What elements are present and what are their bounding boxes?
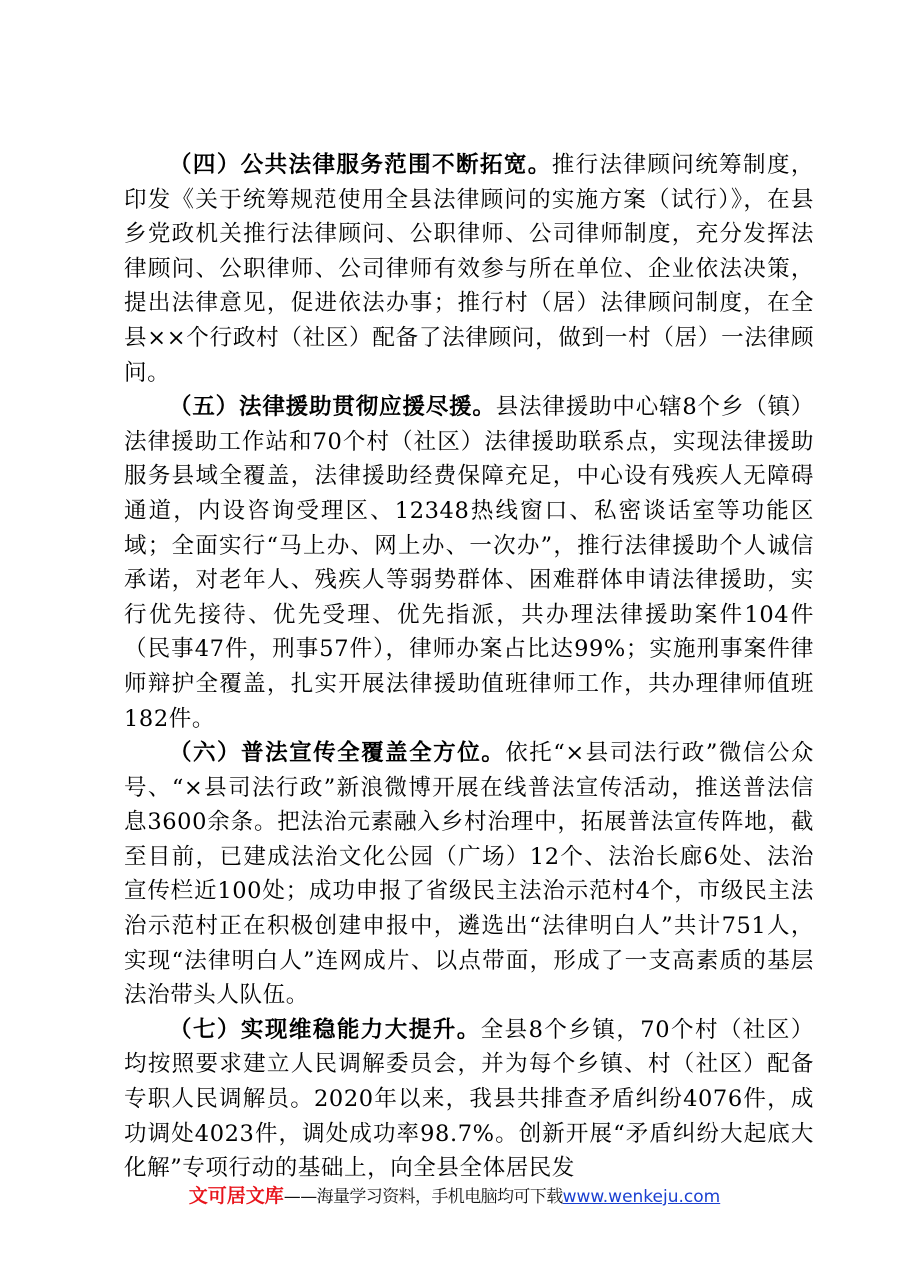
paragraph-text: 推行法律顾问统筹制度，印发《关于统筹规范使用全县法律顾问的实施方案（试行）》，在县乡党政机关推行法律顾问、公职律师、公司律师制度，充分发挥法律顾问、公职律师、公司律师有效参与所在单位、企业依法决策，提出法律意见，促进依法办事；推行村（居）法律顾问制度，在全县××个行政村（社区）配备了法律顾问，做到一村（居）一法律顾问。 [124,152,814,386]
paragraph-text: 全县8个乡镇，70个村（社区）均按照要求建立人民调解委员会，并为每个乡镇、村（社区）配备专职人民调解员。2020年以来，我县共排查矛盾纠纷4076件，成功调处4023件，调处成功率98.7%。创新开展“矛盾纠纷大起底大化解”专项行动的基础上，向全县全体居民发 [124,1016,814,1182]
paragraph-text: 县法律援助中心辖8个乡（镇）法律援助工作站和70个村（社区）法律援助联系点，实现法律援助服务县域全覆盖，法律援助经费保障充足，中心设有残疾人无障碍通道，内设咨询受理区、12348热线窗口、私密谈话室等功能区域；全面实行“马上办、网上办、一次办”，推行法律援助个人诚信承诺，对老年人、残疾人等弱势群体、困难群体申请法律援助，实行优先接待、优先受理、优先指派，共办理法律援助案件104件（民事47件，刑事57件），律师办案占比达99%；实施刑事案件律师辩护全覆盖，扎实开展法律援助值班律师工作，共办理律师值班182件。 [124,394,815,732]
document-body [124,148,814,1186]
footer-url-link[interactable]: www.wenkeju.com [562,1187,721,1207]
paragraph-legal-education [124,736,814,1013]
paragraph-stability [124,1013,814,1186]
paragraph-public-legal-services [124,148,814,390]
paragraph-heading: （四）公共法律服务范围不断拓宽。 [169,152,552,178]
paragraph-legal-aid [124,390,814,736]
paragraph-heading: （七）实现维稳能力大提升。 [169,1016,481,1043]
paragraph-text: 依托“×县司法行政”微信公众号、“×县司法行政”新浪微博开展在线普法宣传活动，推送普法信息3600余条。把法治元素融入乡村治理中，拓展普法宣传阵地，截至目前，已建成法治文化公园（广场）12个、法治长廊6处、法治宣传栏近100处；成功申报了省级民主法治示范村4个，市级民主法治示范村正在积极创建申报中，遴选出“法律明白人”共计751人，实现“法律明白人”连网成片、以点带面，形成了一支高素质的基层法治带头人队伍。 [124,740,814,1009]
paragraph-heading: （五）法律援助贯彻应援尽援。 [169,394,496,421]
footer-brand: 文可居文库 [188,1185,284,1207]
footer-tagline: ——海量学习资料，手机电脑均可下载 [283,1187,563,1207]
paragraph-heading: （六）普法宣传全覆盖全方位。 [169,740,506,767]
page-footer [0,1181,909,1208]
